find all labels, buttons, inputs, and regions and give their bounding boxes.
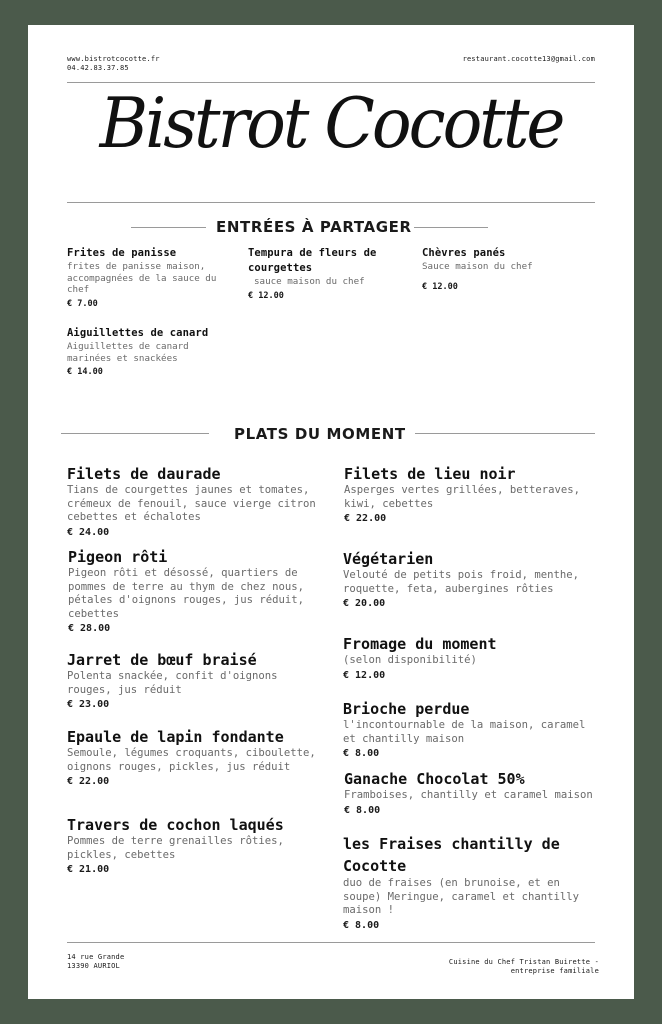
item-desc: Velouté de petits pois froid, menthe, roquette, feta, aubergines rôties: [343, 569, 579, 595]
item-desc: (selon disponibilité): [343, 654, 477, 666]
entrees-title: ENTRÉES À PARTAGER: [216, 218, 412, 236]
item-desc: Polenta snackée, confit d'oignons rouges, jus réduit: [67, 670, 278, 696]
item-price: € 21.00: [67, 864, 110, 876]
footer-divider: [67, 942, 595, 943]
plats-rule-left: [61, 433, 209, 434]
item-price: € 24.00: [67, 526, 110, 538]
email-link[interactable]: restaurant.cocotte13@gmail.com: [462, 55, 595, 63]
item-desc: Framboises, chantilly et caramel maison: [344, 789, 593, 801]
address: [67, 953, 124, 971]
address-line: 13390 AURIOL: [67, 962, 120, 970]
item-name: les Fraises chantilly de Cocotte: [343, 835, 560, 875]
item-desc: Pigeon rôti et désossé, quartiers de pommes de terre au thym de chez nous, pétales d'oignons rouges, jus réduit, cebettes: [68, 567, 304, 620]
credit-line: Cuisine du Chef Tristan Buirette -: [448, 958, 599, 966]
item-price: € 7.00: [67, 298, 98, 309]
item-desc: Sauce maison du chef: [422, 261, 533, 272]
item-name: Travers de cochon laqués: [67, 816, 284, 834]
item-name: Frites de panisse: [67, 247, 177, 259]
address-line: 14 rue Grande: [67, 953, 125, 961]
item-desc: duo de fraises (en brunoise, et en soupe) Meringue, caramel et chantilly maison !: [343, 877, 579, 917]
plat-item: [344, 465, 594, 526]
credit-line: entreprise familiale: [510, 967, 599, 975]
phone-number[interactable]: 04.42.83.37.85: [67, 64, 129, 72]
chef-credit: [449, 958, 599, 976]
item-price: € 8.00: [343, 919, 380, 931]
entree-item: [422, 246, 582, 294]
plat-item: [344, 770, 594, 818]
plat-item: [67, 816, 322, 877]
plat-item: [67, 651, 322, 712]
item-name: Tempura de fleurs de courgettes: [248, 247, 377, 274]
plat-item: [343, 833, 593, 933]
entree-item: [67, 246, 227, 311]
item-price: € 23.00: [67, 699, 110, 711]
entrees-rule-left: [131, 227, 206, 228]
item-name: Jarret de bœuf braisé: [67, 651, 257, 669]
item-price: € 22.00: [344, 513, 387, 525]
entrees-rule-right: [414, 227, 488, 228]
item-desc: Tians de courgettes jaunes et tomates, crémeux de fenouil, sauce vierge citron cebettes et échalotes: [67, 484, 316, 524]
item-name: Brioche perdue: [343, 700, 470, 718]
item-price: € 8.00: [343, 748, 380, 760]
item-price: € 12.00: [343, 669, 386, 681]
item-price: € 12.00: [422, 281, 458, 292]
website-link[interactable]: www.bistrotcocotte.fr: [67, 55, 160, 63]
plat-item: [343, 550, 593, 611]
item-price: € 14.00: [67, 367, 103, 377]
item-name: Aiguillettes de canard: [67, 327, 209, 339]
item-name: Chèvres panés: [422, 247, 506, 259]
item-desc: l'incontournable de la maison, caramel et chantilly maison: [343, 719, 586, 745]
item-desc: frites de panisse maison, accompagnées de la sauce du chef: [67, 261, 217, 295]
item-name: Fromage du moment: [343, 635, 497, 653]
plats-rule-right: [415, 433, 595, 434]
entree-item: [67, 326, 217, 379]
item-price: € 8.00: [344, 804, 381, 816]
entree-item: [248, 246, 403, 303]
item-price: € 12.00: [248, 290, 284, 301]
item-desc: Pommes de terre grenailles rôties, pickles, cebettes: [67, 835, 284, 861]
item-name: Végétarien: [343, 550, 434, 568]
item-desc: sauce maison du chef: [254, 276, 365, 287]
item-name: Ganache Chocolat 50%: [344, 770, 525, 788]
menu-page: [28, 25, 634, 999]
item-name: Filets de daurade: [67, 465, 221, 483]
item-desc: Semoule, légumes croquants, ciboulette, oignons rouges, pickles, jus réduit: [67, 747, 316, 773]
item-price: € 20.00: [343, 598, 386, 610]
plat-item: [68, 548, 323, 636]
item-name: Epaule de lapin fondante: [67, 728, 284, 746]
plats-title: PLATS DU MOMENT: [234, 425, 406, 443]
plat-item: [343, 635, 593, 683]
item-desc: Asperges vertes grillées, betteraves, kiwi, cebettes: [344, 484, 580, 510]
plat-item: [343, 700, 593, 761]
plat-item: [67, 728, 322, 789]
item-name: Pigeon rôti: [68, 548, 168, 566]
logo: Bistrot Cocotte: [99, 83, 563, 164]
item-price: € 22.00: [67, 776, 110, 788]
plat-item: [67, 465, 322, 540]
item-desc: Aiguillettes de canard marinées et snackées: [67, 341, 189, 364]
contact-left: [67, 55, 160, 73]
item-price: € 28.00: [68, 623, 111, 635]
logo-divider: [67, 202, 595, 203]
item-name: Filets de lieu noir: [344, 465, 516, 483]
